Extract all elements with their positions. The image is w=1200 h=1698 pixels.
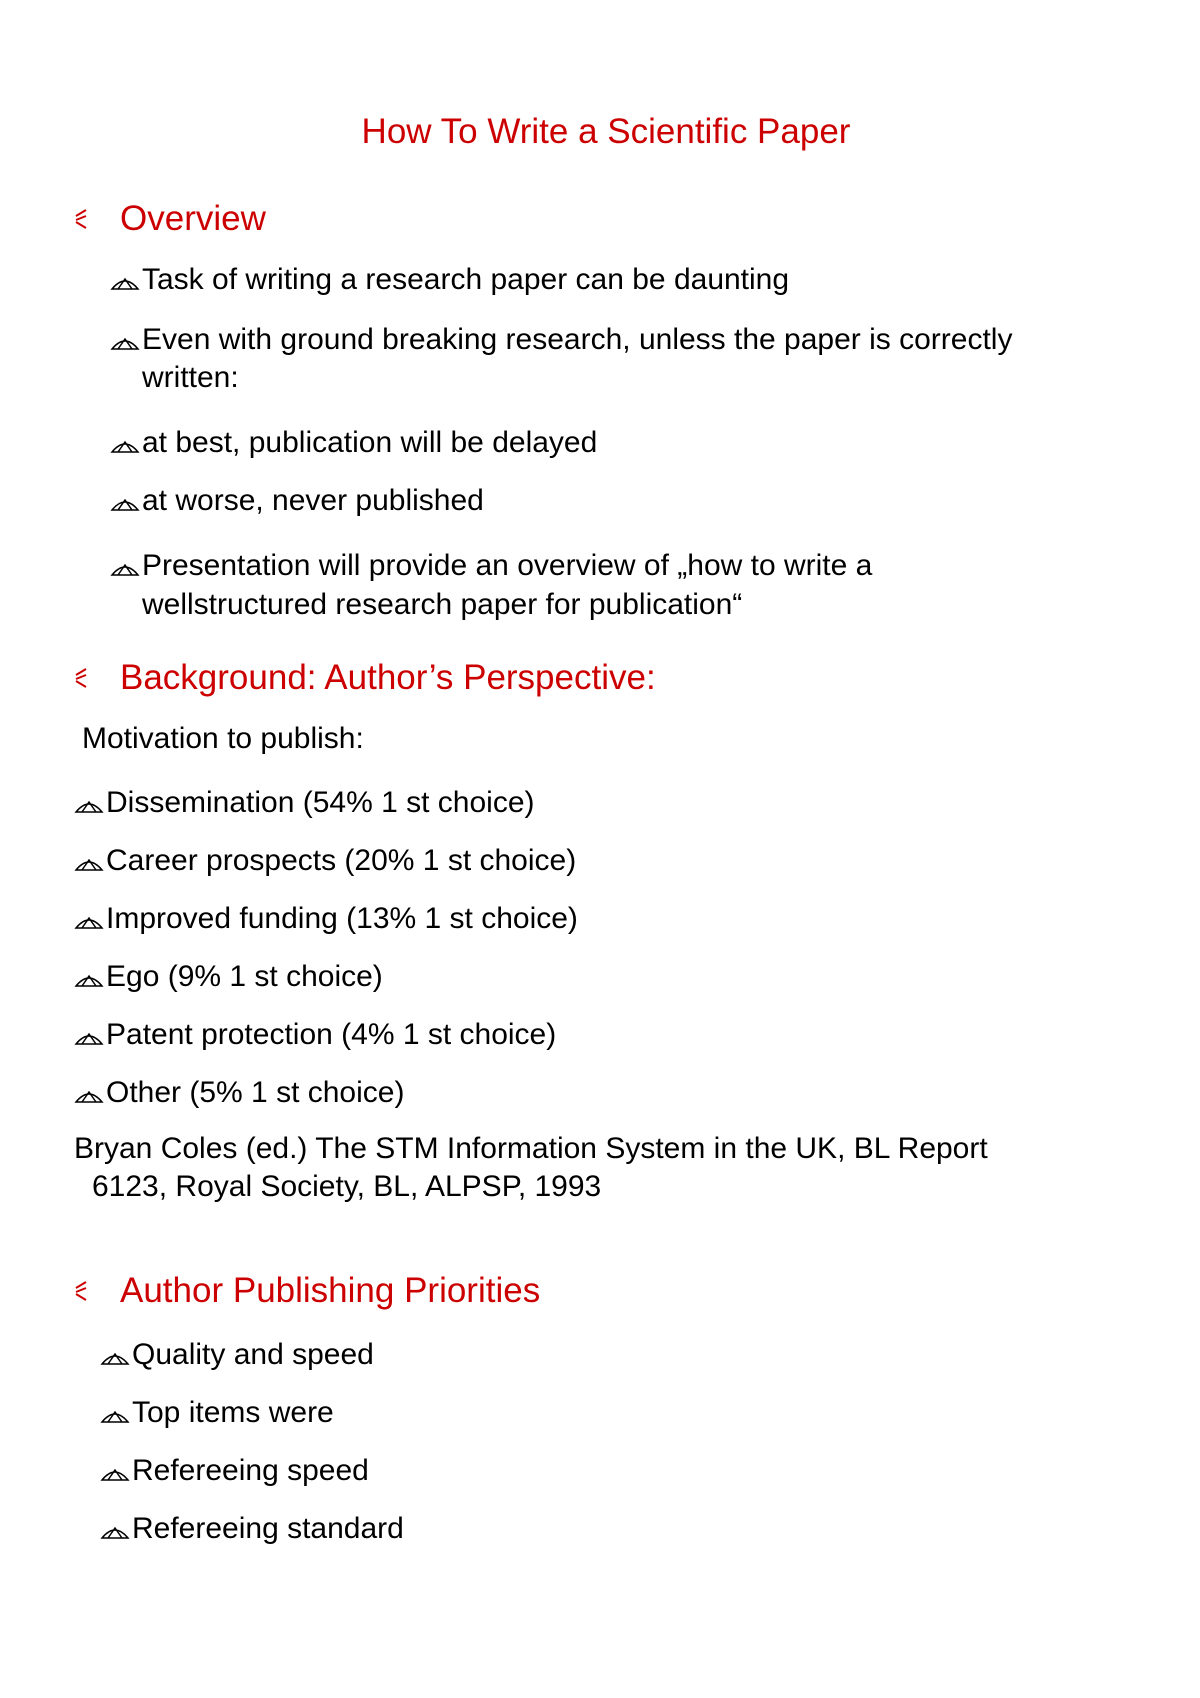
list-item-text: Refereeing standard [132,1512,404,1545]
bullet-icon [74,794,104,816]
bullet-icon [74,1026,104,1048]
list-item-text: at best, publication will be delayed [142,426,598,459]
section-heading: Overview [120,199,266,238]
list-item-text: at worse, never published [142,484,484,517]
list-item-continuation: wellstructured research paper for publication“ [142,588,743,621]
bullet-icon [110,492,140,514]
bullet-icon [100,1520,130,1542]
section-heading: Background: Author’s Perspective: [120,658,656,697]
bullet-icon [100,1346,130,1368]
list-item-text: Even with ground breaking research, unless the paper is correctly [142,323,1013,356]
list-item-text: Career prospects (20% 1 st choice) [106,844,577,877]
reference-text-continuation: 6123, Royal Society, BL, ALPSP, 1993 [92,1170,602,1203]
page-title: How To Write a Scientific Paper [361,112,851,151]
bullet-icon [110,271,140,293]
list-item-text: Other (5% 1 st choice) [106,1076,405,1109]
list-item-text: Ego (9% 1 st choice) [106,960,383,993]
bullet-icon [110,331,140,353]
bullet-icon [100,1404,130,1426]
bullet-icon [110,434,140,456]
section-heading: Author Publishing Priorities [120,1271,541,1310]
bullet-icon [74,1084,104,1106]
list-item-text: Improved funding (13% 1 st choice) [106,902,578,935]
list-item-text: Quality and speed [132,1338,374,1371]
section-marker-icon [70,206,92,232]
list-item-text: Refereeing speed [132,1454,369,1487]
list-item-text: Dissemination (54% 1 st choice) [106,786,535,819]
list-item-text: Presentation will provide an overview of „how to write a [142,549,873,582]
bullet-icon [100,1462,130,1484]
bullet-icon [74,910,104,932]
section-marker-icon [70,665,92,691]
list-item-continuation: written: [142,361,239,394]
bullet-icon [110,557,140,579]
list-item-text: Top items were [132,1396,334,1429]
bullet-icon [74,852,104,874]
section-intro: Motivation to publish: [82,722,364,755]
section-marker-icon [70,1278,92,1304]
reference-text: Bryan Coles (ed.) The STM Information System in the UK, BL Report [74,1132,988,1165]
list-item-text: Task of writing a research paper can be daunting [142,263,790,296]
bullet-icon [74,968,104,990]
list-item-text: Patent protection (4% 1 st choice) [106,1018,557,1051]
